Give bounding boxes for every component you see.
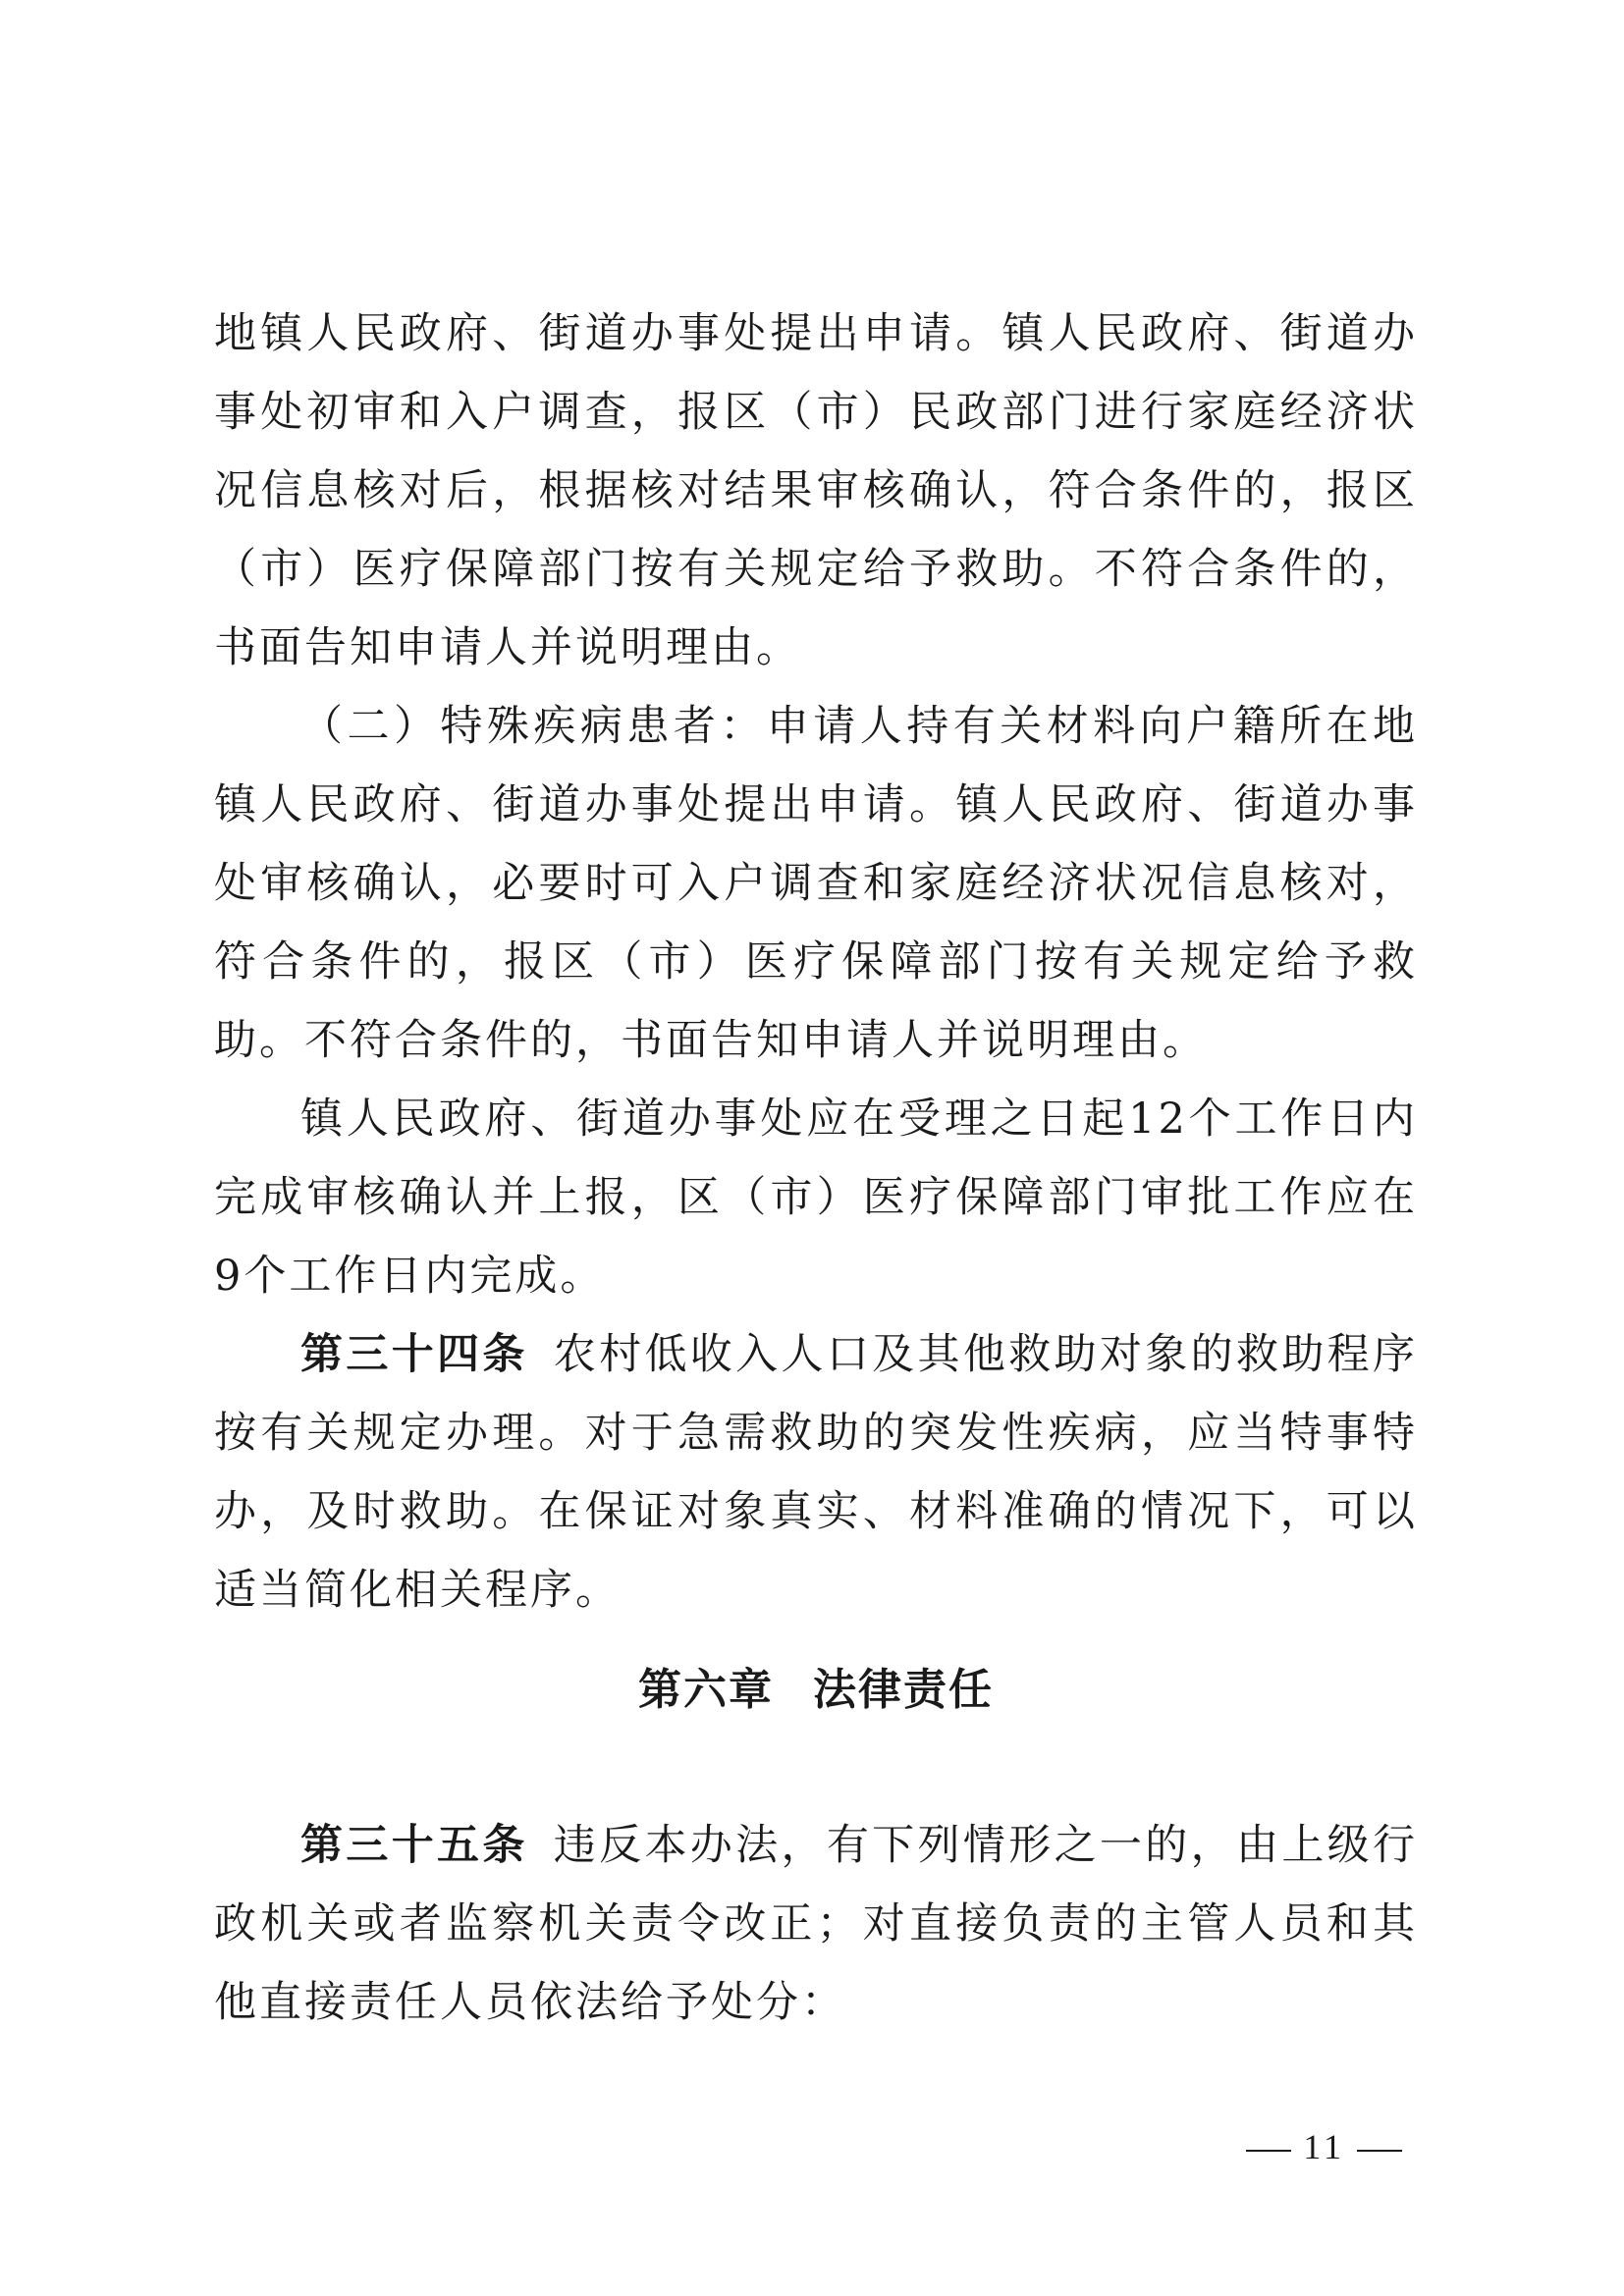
paragraph-application-continued: 地镇人民政府、街道办事处提出申请。镇人民政府、街道办事处初审和入户调查，报区（市）民政部门进行家庭经济状况信息核对后，根据核对结果审核确认，符合条件的，报区（市）医疗保障部门按有关规定给予救助。不符合条件的，书面告知申请人并说明理由。 (214, 309, 1418, 672)
chapter-title: 法律责任 (813, 1665, 994, 1715)
article-35-text: 违反本办法，有下列情形之一的，由上级行政机关或者监察机关责令改正；对直接负责的主管人员和其他直接责任人员依法给予处分： (214, 1821, 1419, 2027)
paragraph-special-disease: （二）特殊疾病患者：申请人持有关材料向户籍所在地镇人民政府、街道办事处提出申请。镇人民政府、街道办事处审核确认，必要时可入户调查和家庭经济状况信息核对，符合条件的，报区（市）医疗保障部门按有关规定给予救助。不符合条件的，书面告知申请人并说明理由。 (214, 702, 1418, 1065)
document-body (214, 294, 1418, 2042)
chapter-heading (214, 1651, 1418, 1730)
article-35-heading: 第三十五条 (300, 1821, 528, 1870)
article-34-heading: 第三十四条 (300, 1330, 528, 1379)
chapter-number: 第六章 (638, 1665, 774, 1715)
article-35 (214, 1806, 1418, 2042)
page-number-value: 11 (1303, 2127, 1345, 2166)
page-number (1234, 2126, 1414, 2167)
page-number-dash-right (1357, 2150, 1402, 2152)
article-34-text: 农村低收入人口及其他救助对象的救助程序按有关规定办理。对于急需救助的突发性疾病，应当特事特办，及时救助。在保证对象真实、材料准确的情况下，可以适当简化相关程序。 (214, 1330, 1419, 1615)
page-number-dash-left (1246, 2150, 1291, 2152)
paragraph-time-limit: 镇人民政府、街道办事处应在受理之日起12个工作日内完成审核确认并上报，区（市）医疗保障部门审批工作应在9个工作日内完成。 (214, 1095, 1418, 1301)
article-34 (214, 1315, 1418, 1629)
